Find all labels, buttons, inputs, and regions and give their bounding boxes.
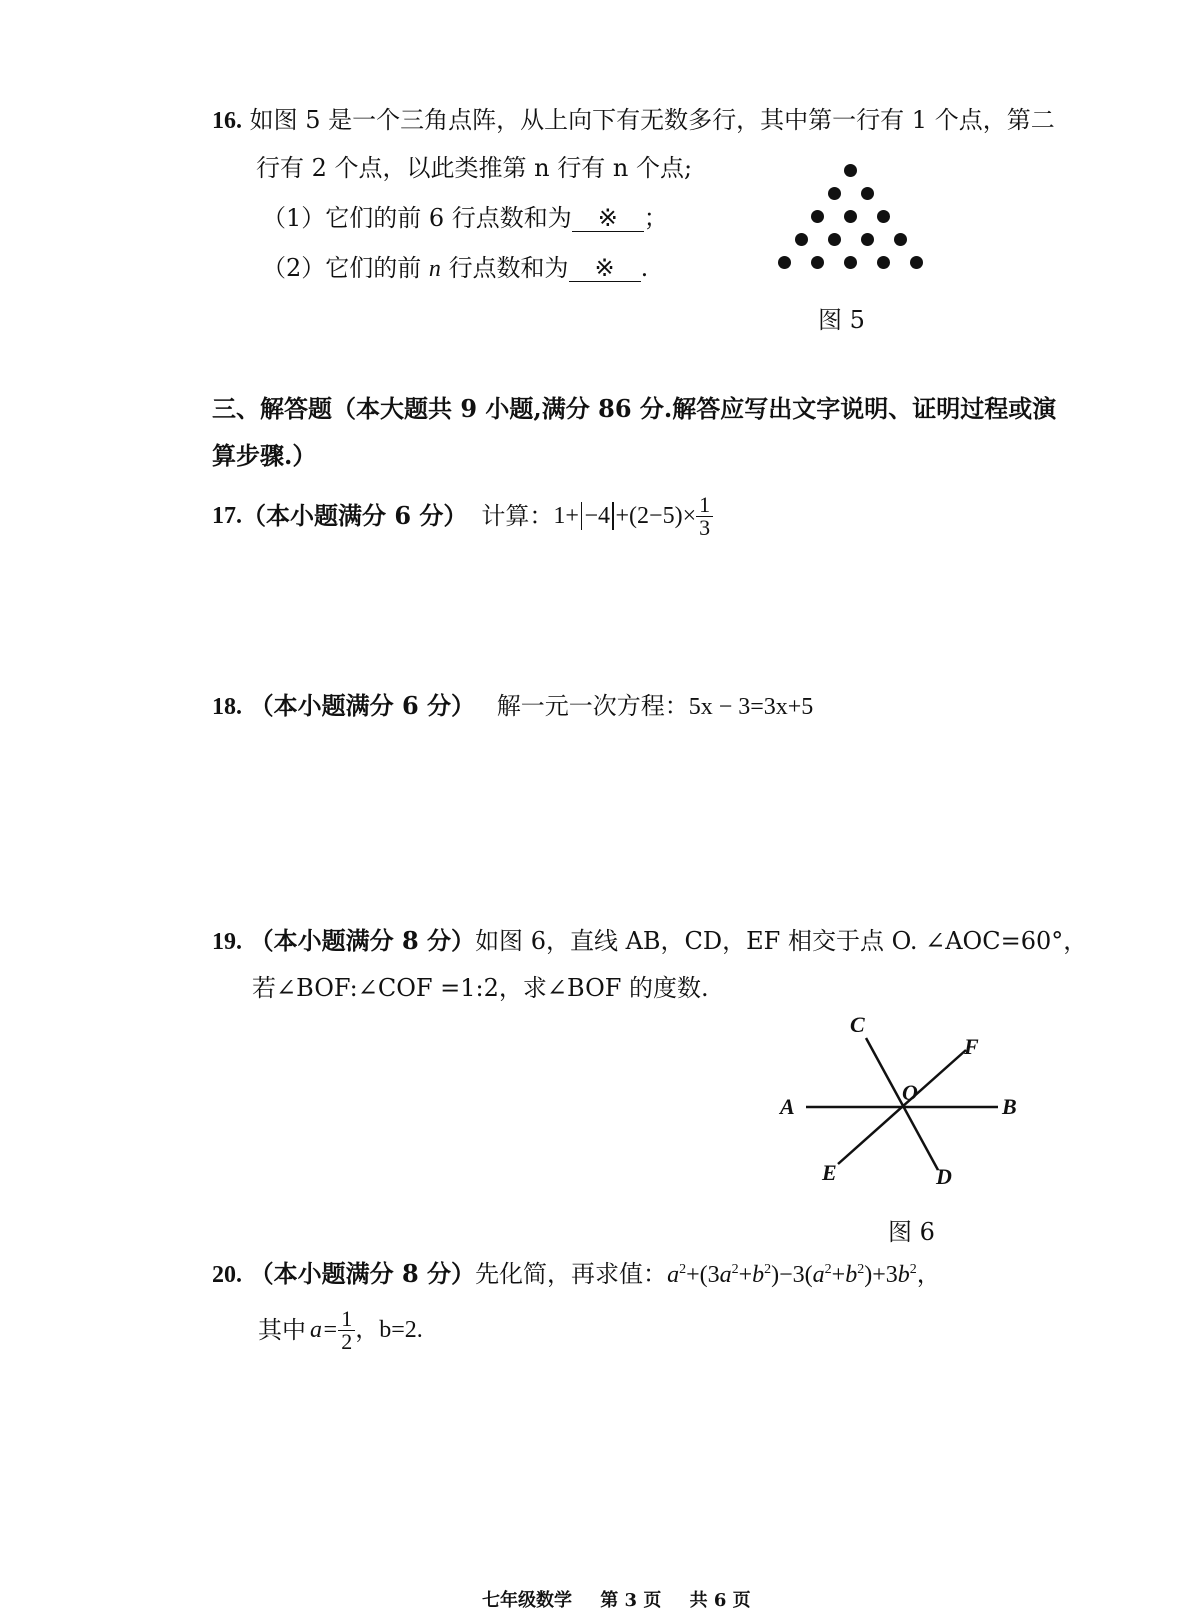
label-o: O: [902, 1080, 918, 1105]
q16-sub1-suffix: ；: [643, 204, 668, 232]
q20-frac-num: 1: [338, 1308, 355, 1331]
section3-heading-line1: 三、解答题（本大题共 9 小题,满分 86 分.解答应写出文字说明、证明过程或演: [212, 394, 1057, 423]
q16-sub2-blank: ※: [569, 255, 641, 282]
label-a: A: [780, 1094, 795, 1119]
q17-expr-a: 1+: [553, 503, 579, 529]
triangle-dot: [861, 233, 874, 246]
q20-frac-den: 2: [341, 1328, 353, 1354]
q16-sub1-blank: ※: [572, 205, 644, 232]
triangle-dot: [894, 233, 907, 246]
triangle-dot: [811, 256, 824, 269]
label-e: E: [822, 1160, 837, 1185]
q20-a-eq: a=: [310, 1317, 339, 1343]
abs-bar-right: [612, 502, 614, 530]
q17-expr-b: −4: [584, 503, 611, 529]
triangle-dot: [795, 233, 808, 246]
q16-sub1-prefix: （1）它们的前 6 行点数和为: [262, 204, 572, 232]
q16-number: 16.: [212, 108, 242, 134]
q19-line2: 若∠BOF:∠COF =1:2，求∠BOF 的度数.: [252, 974, 709, 1002]
q19-text-line1: 如图 6，直线 AB，CD，EF 相交于点 O. ∠AOC=60°，: [475, 927, 1088, 955]
q16-sub2-mid: 行点数和为: [448, 254, 569, 282]
figure5-caption: 图 5: [818, 306, 865, 334]
q17-header: （本小题满分 6 分）: [242, 501, 468, 530]
q19-number: 19.: [212, 929, 242, 955]
q16-line1: [212, 104, 1055, 137]
q18-equation: 5x − 3=3x+5: [688, 694, 814, 720]
triangle-dot: [877, 210, 890, 223]
q20-line1: [212, 1258, 941, 1291]
q19-header: （本小题满分 8 分）: [249, 926, 476, 955]
q16-sub2-suffix: .: [640, 254, 649, 282]
q19-line1: [212, 925, 1087, 958]
q18-lead: 解一元一次方程：: [496, 692, 689, 720]
triangle-dot: [778, 256, 791, 269]
footer-total: 共 6 页: [689, 1590, 751, 1611]
label-d: D: [936, 1164, 952, 1189]
abs-bar-left: [581, 502, 583, 530]
q17-expr-c: +(2−5)×: [615, 503, 697, 529]
q18-header: （本小题满分 6 分）: [249, 691, 476, 720]
q17: [212, 490, 713, 542]
q17-frac-num: 1: [696, 494, 713, 517]
q20-expression: $a^2+(3a^2+b^2)-3(a^2+b^2)+3b^2$，: [667, 1262, 941, 1288]
triangle-dot: [844, 164, 857, 177]
q16-sub1: [262, 202, 668, 234]
q20-fraction: [338, 1305, 355, 1354]
footer-page: 第 3 页: [600, 1590, 662, 1611]
triangle-dot: [861, 187, 874, 200]
triangle-dot: [828, 187, 841, 200]
q16-line2: 行有 2 个点，以此类推第 n 行有 n 个点;: [256, 154, 693, 182]
figure6-caption: 图 6: [888, 1218, 935, 1246]
q16-sub2: [262, 252, 648, 285]
triangle-dot-figure: [770, 160, 930, 270]
q20-b-part: ，b=2.: [355, 1317, 423, 1343]
q20-header: （本小题满分 8 分）: [249, 1259, 476, 1288]
q17-frac-den: 3: [699, 514, 711, 540]
q16-text-line1: 如图 5 是一个三角点阵，从上向下有无数多行，其中第一行有 1 个点，第二: [249, 106, 1055, 134]
section3-heading-line2: 算步骤.）: [212, 441, 317, 470]
q20-lead: 先化简，再求值：: [475, 1260, 668, 1288]
triangle-dot: [910, 256, 923, 269]
q17-lead: 计算：: [481, 502, 554, 530]
intersecting-lines-figure: [770, 1010, 1030, 1200]
q20-line2-prefix: 其中: [258, 1316, 306, 1344]
q16-sub2-prefix: （2）它们的前: [262, 254, 422, 282]
footer-subject: 七年级数学: [482, 1590, 572, 1611]
q20-number: 20.: [212, 1262, 242, 1288]
triangle-dot: [828, 233, 841, 246]
q16-sub2-var: n: [428, 256, 441, 282]
triangle-dot: [844, 256, 857, 269]
label-c: C: [850, 1012, 865, 1037]
triangle-dot: [844, 210, 857, 223]
q18: [212, 690, 813, 723]
q20-line2: [258, 1300, 423, 1360]
label-f: F: [964, 1034, 979, 1059]
label-b: B: [1002, 1094, 1017, 1119]
triangle-dot: [877, 256, 890, 269]
q18-number: 18.: [212, 694, 242, 720]
triangle-dot: [811, 210, 824, 223]
q17-fraction: [696, 491, 713, 540]
q17-number: 17.: [212, 503, 242, 529]
page-footer: [482, 1586, 751, 1612]
